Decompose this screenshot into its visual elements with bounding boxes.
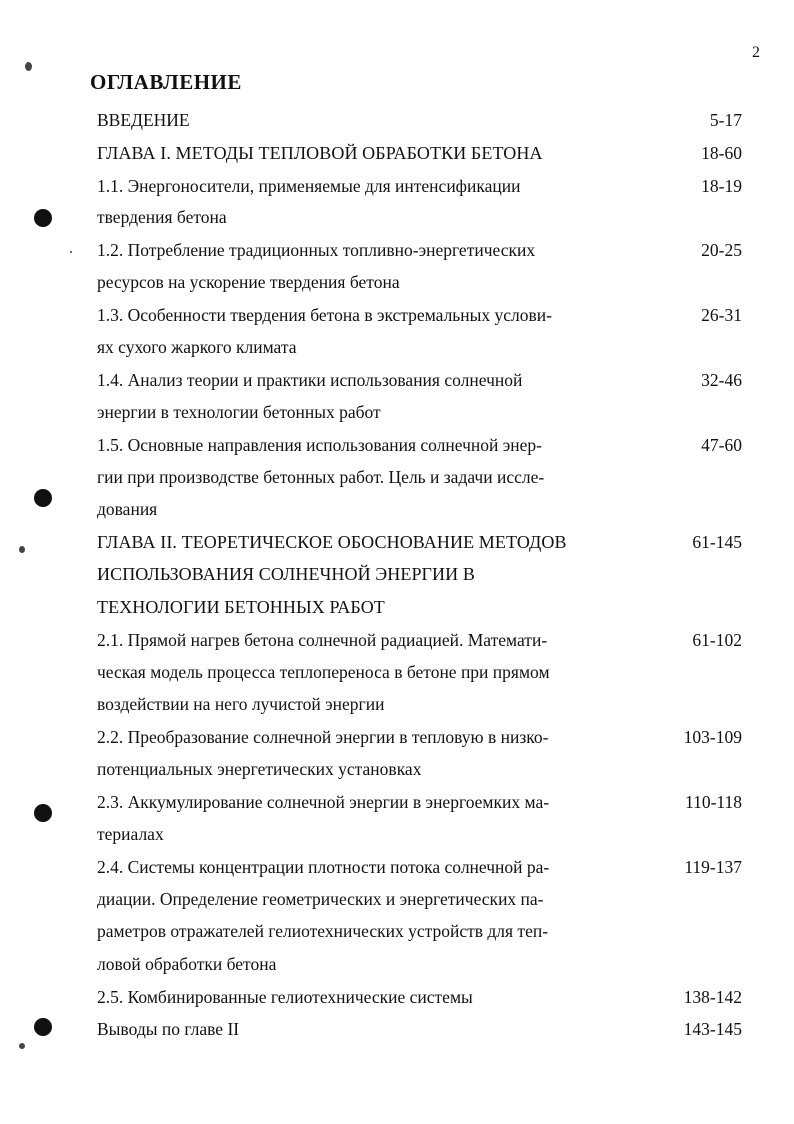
scan-speck — [70, 251, 72, 253]
toc-entry-line: териалах — [97, 824, 164, 844]
toc-entry-line: воздействии на него лучистой энергии — [97, 694, 385, 714]
toc-chapter-line: ТЕХНОЛОГИИ БЕТОННЫХ РАБОТ — [97, 597, 385, 617]
toc-page-range: 18-60 — [701, 143, 742, 163]
toc-entry-line: Выводы по главе II — [97, 1019, 240, 1039]
toc-entry-line: 2.3. Аккумулирование солнечной энергии в энергоемких ма- — [97, 792, 550, 812]
toc-entry-line: 2.4. Системы концентрации плотности потока солнечной ра- — [97, 857, 550, 877]
toc-entry-line: ресурсов на ускорение твердения бетона — [97, 272, 400, 292]
toc-page-range: 143-145 — [683, 1019, 742, 1039]
toc-page-range: 32-46 — [701, 370, 742, 390]
toc-heading: ОГЛАВЛЕНИЕ — [90, 70, 242, 94]
scan-speck — [19, 546, 25, 553]
toc-chapter-line: ИСПОЛЬЗОВАНИЯ СОЛНЕЧНОЙ ЭНЕРГИИ В — [97, 564, 475, 584]
toc-entry-line: 1.2. Потребление традиционных топливно-энергетических — [97, 240, 536, 260]
punch-hole-4 — [34, 1018, 52, 1036]
toc-entry-line: раметров отражателей гелиотехнических устройств для теп- — [97, 921, 549, 941]
scan-speck — [25, 62, 32, 71]
toc-entry-line: ческая модель процесса теплопереноса в бетоне при прямом — [97, 662, 550, 682]
toc-entry-line: ВВЕДЕНИЕ — [97, 110, 190, 130]
toc-entry-line: ловой обработки бетона — [97, 954, 277, 974]
toc-entry-line: дования — [97, 499, 158, 519]
toc-page-range: 18-19 — [701, 176, 742, 196]
toc-entry-line: 2.1. Прямой нагрев бетона солнечной радиацией. Математи- — [97, 630, 548, 650]
toc-page-range: 47-60 — [701, 435, 742, 455]
toc-entry-line: диации. Определение геометрических и энергетических па- — [97, 889, 544, 909]
toc-entry-line: твердения бетона — [97, 207, 227, 227]
toc-page-range: 103-109 — [683, 727, 742, 747]
toc-entry-line: 1.3. Особенности твердения бетона в экстремальных услови- — [97, 305, 552, 325]
toc-entry-line: гии при производстве бетонных работ. Цель и задачи иссле- — [97, 467, 545, 487]
toc-page-range: 20-25 — [701, 240, 742, 260]
toc-entry-line: ях сухого жаркого климата — [97, 337, 297, 357]
toc-entry-line: потенциальных энергетических установках — [97, 759, 422, 779]
toc-page-range: 61-102 — [692, 630, 742, 650]
scan-speck — [19, 1043, 25, 1049]
punch-hole-3 — [34, 804, 52, 822]
punch-hole-2 — [34, 489, 52, 507]
toc-entry-line: 2.5. Комбинированные гелиотехнические системы — [97, 987, 473, 1007]
toc-chapter-line: ГЛАВА II. ТЕОРЕТИЧЕСКОЕ ОБОСНОВАНИЕ МЕТОДОВ — [97, 532, 567, 552]
toc-page-range: 110-118 — [684, 792, 742, 812]
page-number: 2 — [752, 44, 760, 61]
toc-entry-line: 1.4. Анализ теории и практики использования солнечной — [97, 370, 523, 390]
toc-page-range: 26-31 — [701, 305, 742, 325]
toc-page-range: 138-142 — [683, 987, 742, 1007]
toc-entry-line: 2.2. Преобразование солнечной энергии в тепловую в низко- — [97, 727, 549, 747]
punch-hole-1 — [34, 209, 52, 227]
toc-chapter-line: ГЛАВА I. МЕТОДЫ ТЕПЛОВОЙ ОБРАБОТКИ БЕТОНА — [97, 143, 543, 163]
toc-entry-line: энергии в технологии бетонных работ — [97, 402, 381, 422]
toc-page-range: 61-145 — [692, 532, 742, 552]
toc-entry-line: 1.5. Основные направления использования солнечной энер- — [97, 435, 542, 455]
toc-page-range: 119-137 — [684, 857, 742, 877]
toc-page-range: 5-17 — [709, 110, 742, 130]
toc-entry-line: 1.1. Энергоносители, применяемые для интенсификации — [97, 176, 521, 196]
